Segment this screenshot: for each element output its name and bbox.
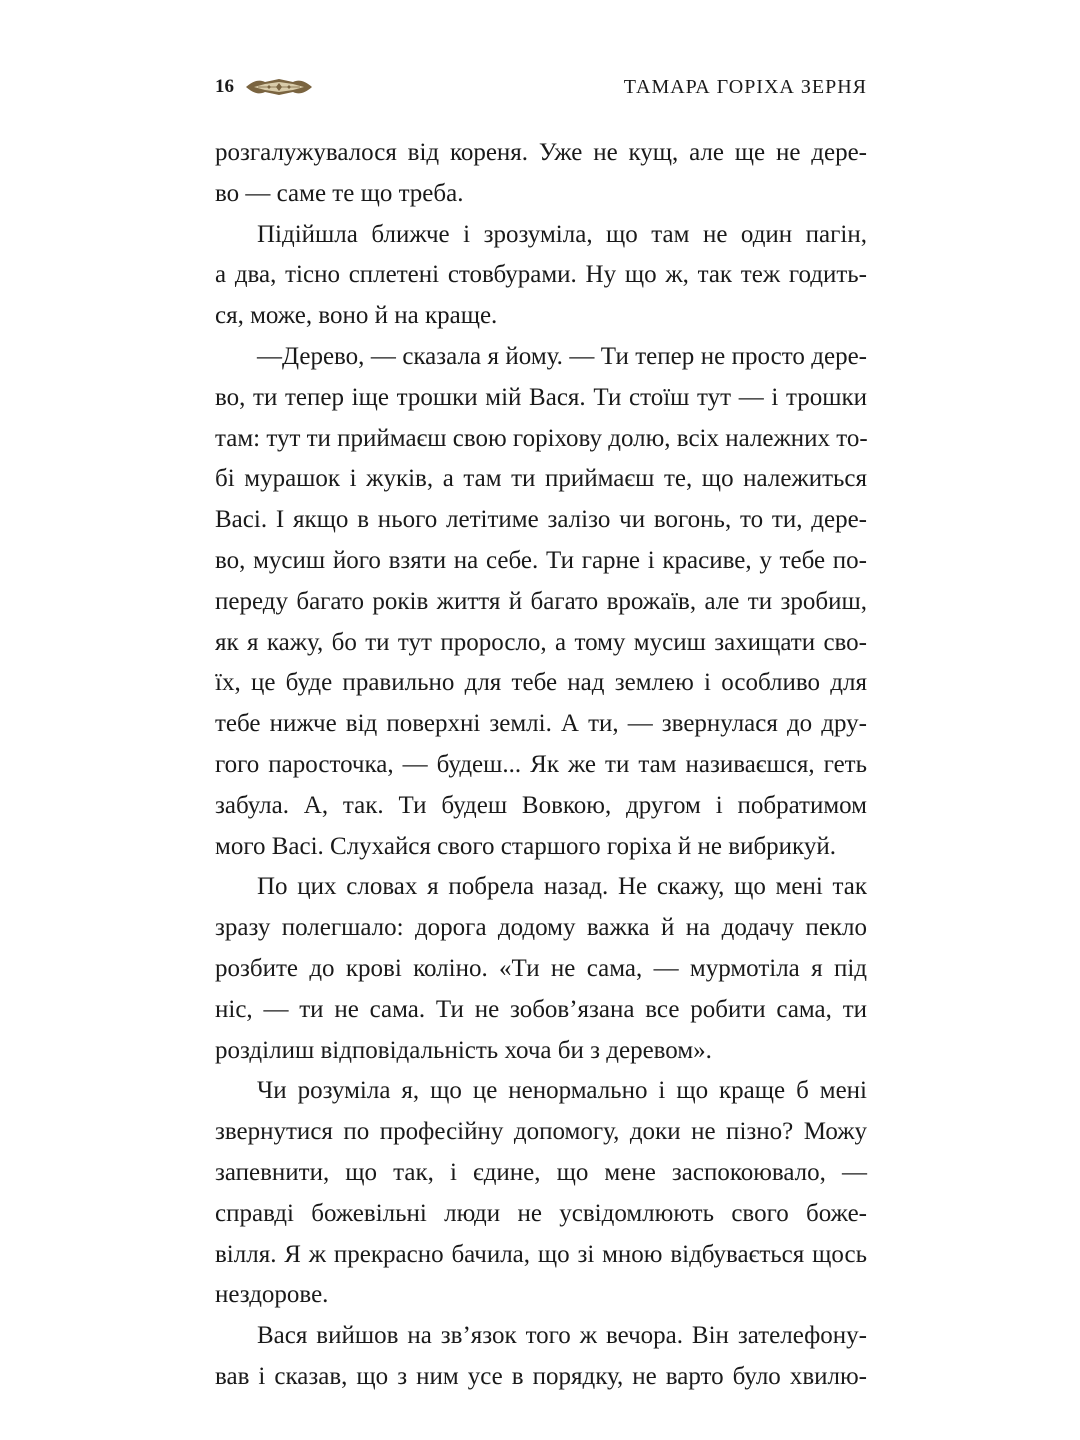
paragraph bbox=[215, 1071, 867, 1316]
text-line: переду багато років життя й багато врожаїв, але ти зробиш, bbox=[215, 587, 867, 615]
text-line: бі мурашок і жуків, а там ти приймаєш те, що належиться bbox=[215, 465, 867, 493]
text-line: во, ти тепер іще трошки мій Вася. Ти стоїш тут — і трошки bbox=[215, 383, 867, 411]
text-line: во, мусиш його взяти на себе. Ти гарне і красиве, у тебе по- bbox=[215, 546, 867, 574]
body-text bbox=[215, 133, 867, 1398]
text-line: во — саме те що треба. bbox=[215, 179, 464, 207]
text-line: їх, це буде правильно для тебе над землею і особливо для bbox=[215, 669, 867, 697]
text-line: запевнити, що так, і єдине, що мене заспокоювало, — bbox=[215, 1158, 867, 1186]
ornament-icon bbox=[245, 78, 313, 96]
text-line: ніс, — ти не сама. Ти не зобов’язана все робити сама, ти bbox=[215, 995, 867, 1023]
text-line: Васі. І якщо в нього летітиме залізо чи вогонь, то ти, дере- bbox=[215, 506, 867, 534]
paragraph bbox=[215, 337, 867, 867]
paragraph bbox=[215, 215, 867, 337]
page-header bbox=[215, 72, 867, 102]
text-line: розбите до крові коліно. «Ти не сама, — мурмотіла я під bbox=[215, 954, 867, 982]
text-line: По цих словах я побрела назад. Не скажу, що мені так bbox=[257, 873, 867, 901]
paragraph bbox=[215, 867, 867, 1071]
text-line: розділиш відповідальність хоча би з деревом». bbox=[215, 1036, 712, 1064]
text-line: а два, тісно сплетені стовбурами. Ну що ж, так теж годить- bbox=[215, 261, 867, 289]
paragraph bbox=[215, 133, 867, 215]
text-line: розгалужувалося від кореня. Уже не кущ, але ще не дере- bbox=[215, 139, 867, 166]
text-line: звернутися по професійну допомогу, доки не пізно? Можу bbox=[215, 1118, 867, 1146]
text-line: мого Васі. Слухайся свого старшого горіха й не вибрикуй. bbox=[215, 832, 836, 860]
text-line: Підійшла ближче і зрозуміла, що там не один пагін, bbox=[257, 220, 867, 248]
text-line: забула. А, так. Ти будеш Вовкою, другом і побратимом bbox=[215, 791, 867, 819]
text-line: зразу полегшало: дорога додому важка й на додачу пекло bbox=[215, 914, 867, 942]
text-line: ся, може, воно й на краще. bbox=[215, 302, 498, 330]
running-title: ТАМАРА ГОРІХА ЗЕРНЯ bbox=[623, 76, 867, 98]
text-line: —Дерево, — сказала я йому. — Ти тепер не просто дере- bbox=[257, 342, 867, 370]
text-line: тебе нижче від поверхні землі. А ти, — звернулася до дру- bbox=[215, 710, 867, 738]
text-line: нездорове. bbox=[215, 1281, 329, 1309]
page-number: 16 bbox=[215, 76, 234, 97]
text-line: справді божевільні люди не усвідомлюють свого боже- bbox=[215, 1199, 867, 1227]
text-line: Чи розуміла я, що це ненормально і що краще б мені bbox=[257, 1077, 867, 1105]
paragraph bbox=[215, 1316, 867, 1398]
text-line: як я кажу, бо ти тут проросло, а тому мусиш захищати сво- bbox=[215, 628, 867, 656]
text-line: гого паросточка, — будеш... Як же ти там називаєшся, геть bbox=[215, 750, 867, 778]
text-line: вав і сказав, що з ним усе в порядку, не варто було хвилю- bbox=[215, 1362, 867, 1390]
text-line: Вася вийшов на зв’язок того ж вечора. Він зателефону- bbox=[257, 1322, 867, 1350]
text-line: там: тут ти приймаєш свою горіхову долю, всіх належних то- bbox=[215, 424, 868, 452]
text-line: вілля. Я ж прекрасно бачила, що зі мною відбувається щось bbox=[215, 1240, 867, 1268]
